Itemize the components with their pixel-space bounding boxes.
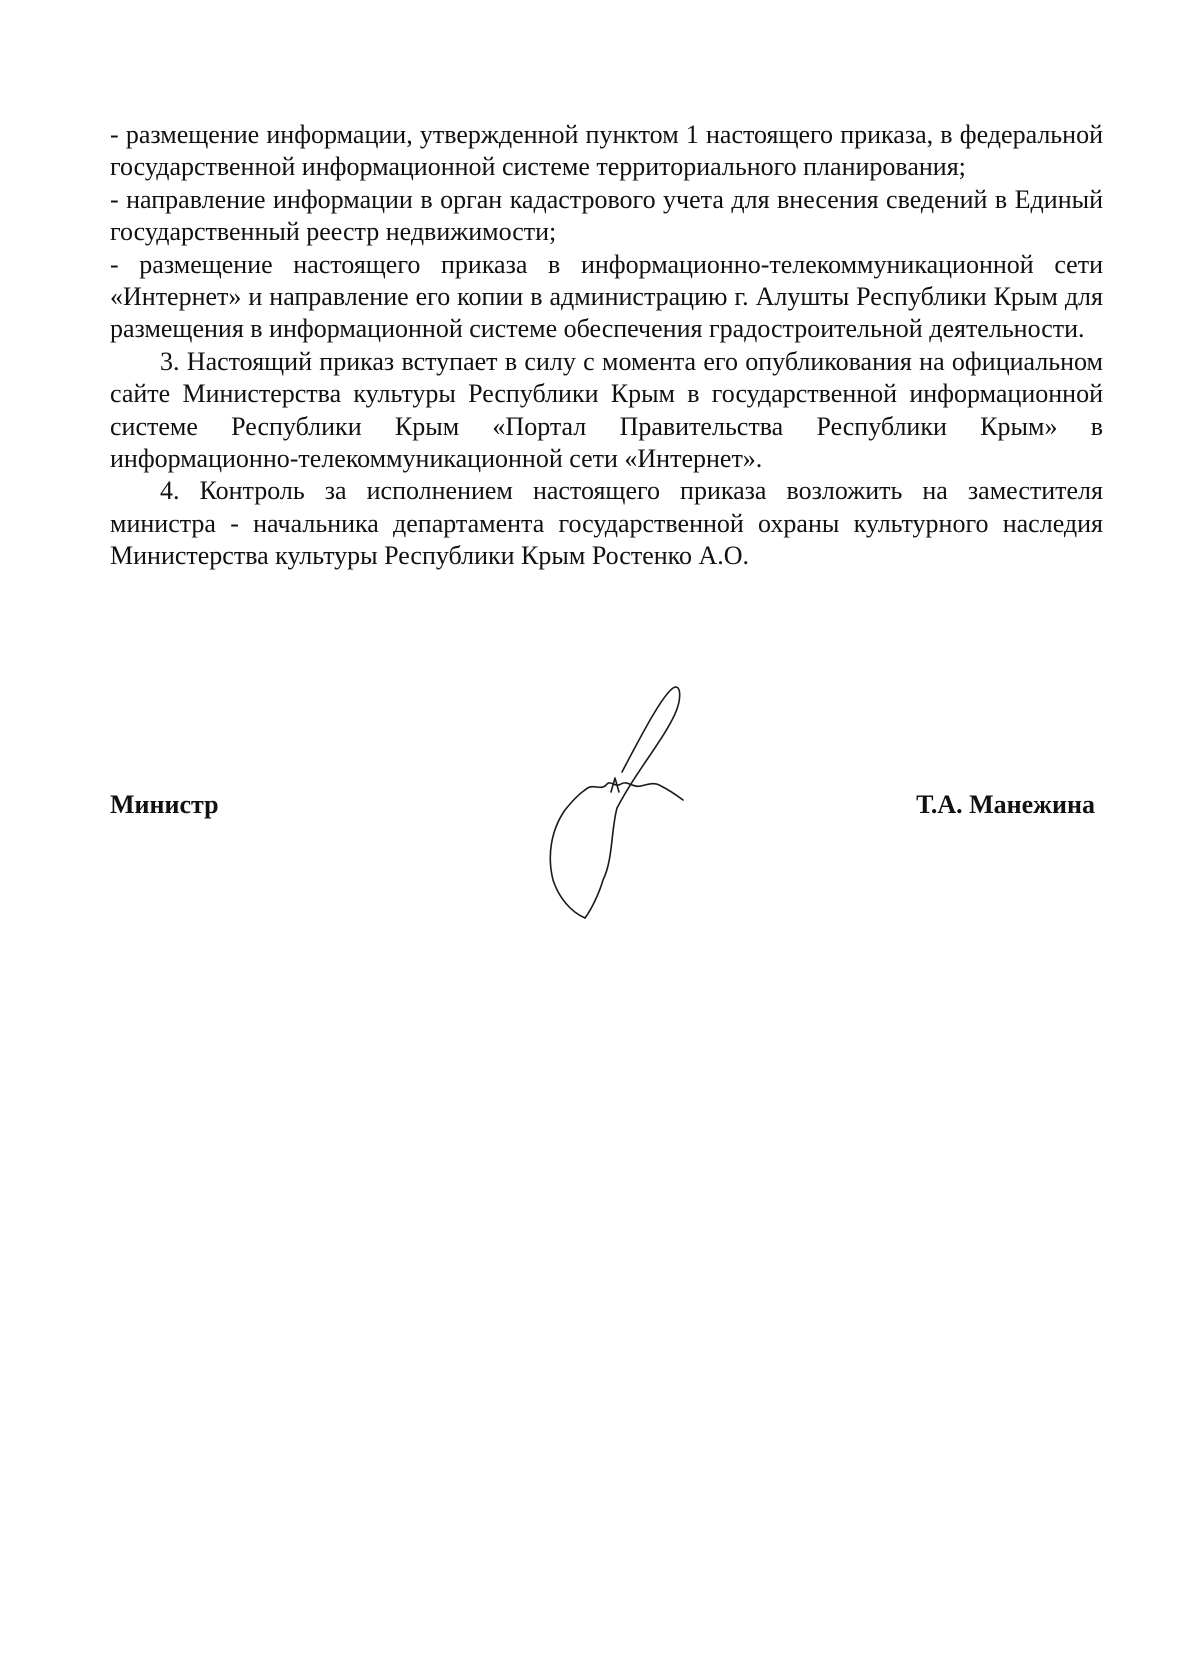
- clause-4-control: 4. Контроль за исполнением настоящего приказа возложить на заместителя министра - начальника департамента государственной охраны культурного наследия Министерства культуры Республики Крым Ростенко А.О.: [110, 476, 1103, 571]
- signer-name: Т.А. Манежина: [916, 790, 1095, 819]
- list-item-cadastral: - направление информации в орган кадастрового учета для внесения сведений в Единый государственный реестр недвижимости;: [110, 184, 1103, 247]
- position-title: Министр: [110, 790, 219, 819]
- list-item-internet-publication: - размещение настоящего приказа в информационно-телекоммуникационной сети «Интернет» и направление его копии в администрацию г. Алушты Республики Крым для размещения в информационной системе обеспечения градостроительной деятельности.: [110, 249, 1103, 344]
- list-item-fgis-tp: - размещение информации, утвержденной пунктом 1 настоящего приказа, в федеральной государственной информационной системе территориального планирования;: [110, 120, 1103, 182]
- clause-3-entry-into-force: 3. Настоящий приказ вступает в силу с момента его опубликования на официальном сайте Министерства культуры Республики Крым в государственной информационной системе Республики Крым «Портал Правительства Республики Крым» в информационно-телекоммуникационной сети «Интернет».: [110, 346, 1103, 474]
- handwritten-signature: [545, 680, 715, 930]
- document-body: [110, 119, 1103, 573]
